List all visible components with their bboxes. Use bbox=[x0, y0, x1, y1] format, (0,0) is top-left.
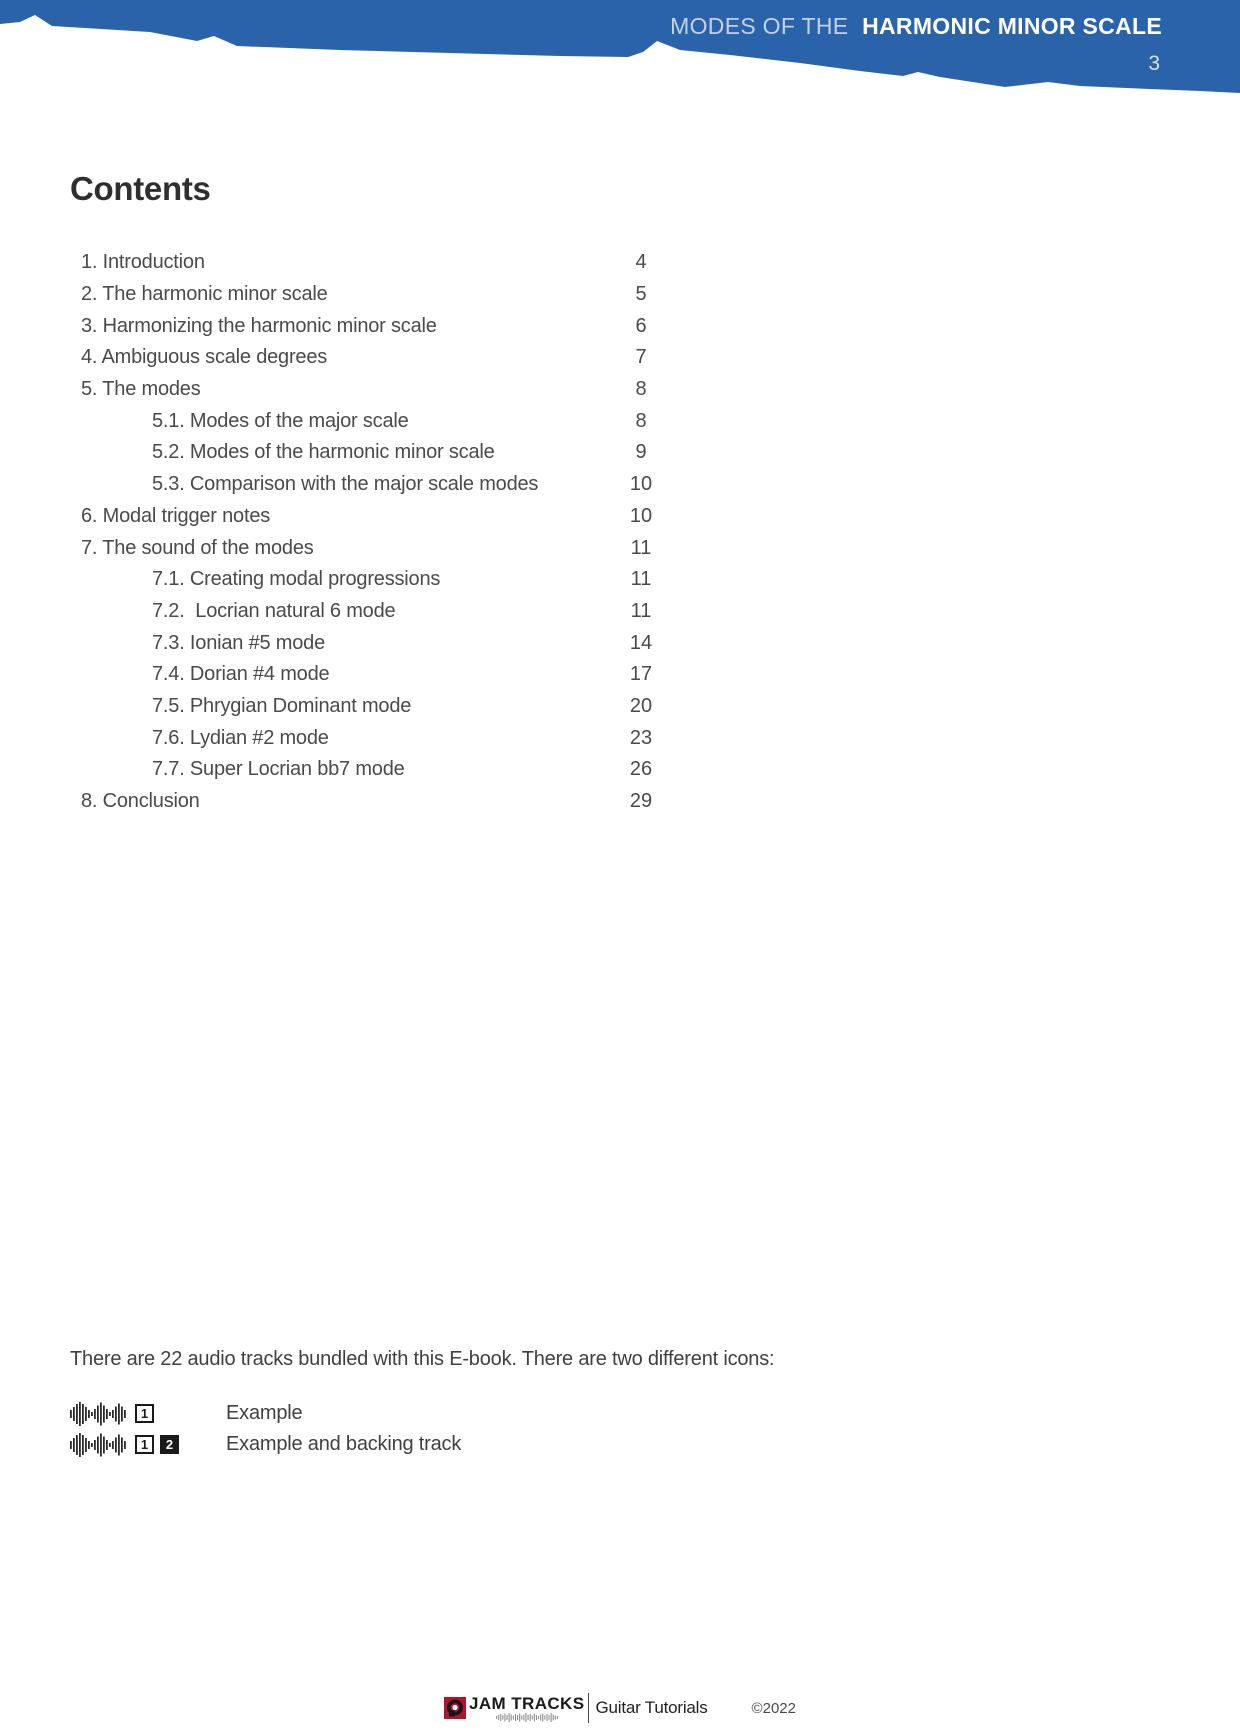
table-of-contents bbox=[0, 247, 1240, 817]
toc-entry bbox=[0, 722, 1240, 754]
toc-entry bbox=[0, 469, 1240, 501]
toc-entry-page-number: 8 bbox=[635, 378, 647, 401]
toc-entry-page-number: 29 bbox=[629, 790, 653, 813]
toc-entry-label: 3. Harmonizing the harmonic minor scale bbox=[81, 314, 437, 337]
toc-entry-label: 7. The sound of the modes bbox=[81, 536, 314, 559]
toc-entry-page-number: 4 bbox=[635, 251, 647, 274]
toc-entry-label: 5.2. Modes of the harmonic minor scale bbox=[152, 441, 495, 464]
toc-entry bbox=[0, 627, 1240, 659]
logo-q-center bbox=[452, 1705, 457, 1710]
track-number-badges bbox=[135, 1435, 185, 1454]
toc-entry-label: 7.3. Ionian #5 mode bbox=[152, 631, 325, 654]
toc-entry bbox=[0, 659, 1240, 691]
toc-entry-page-number: 5 bbox=[635, 283, 647, 306]
legend-row bbox=[70, 1398, 303, 1429]
track-number-badges bbox=[135, 1404, 160, 1423]
page-header-banner bbox=[0, 0, 1240, 100]
toc-entry-page-number: 17 bbox=[629, 663, 653, 686]
audio-icon-legend bbox=[70, 1398, 462, 1460]
jam-tracks-logo-icon bbox=[444, 1697, 466, 1719]
brand-block bbox=[469, 1695, 584, 1722]
page-number: 3 bbox=[1148, 52, 1160, 75]
toc-entry-label: 7.7. Super Locrian bb7 mode bbox=[152, 758, 405, 781]
footer-divider bbox=[588, 1693, 589, 1723]
toc-entry-label: 7.2. Locrian natural 6 mode bbox=[152, 599, 396, 622]
audio-waveform-icon bbox=[70, 1401, 126, 1427]
example-track-number-badge: 1 bbox=[135, 1404, 154, 1423]
toc-entry bbox=[0, 310, 1240, 342]
toc-entry-label: 5.3. Comparison with the major scale modes bbox=[152, 473, 539, 496]
backing-track-number-badge: 2 bbox=[160, 1435, 179, 1454]
toc-entry bbox=[0, 374, 1240, 406]
toc-entry-page-number: 23 bbox=[629, 726, 653, 749]
legend-label: Example and backing track bbox=[226, 1433, 462, 1455]
toc-entry-label: 1. Introduction bbox=[81, 251, 205, 274]
toc-entry bbox=[0, 437, 1240, 469]
toc-entry-page-number: 10 bbox=[629, 504, 653, 527]
toc-entry-page-number: 11 bbox=[630, 536, 652, 559]
legend-label: Example bbox=[226, 1402, 303, 1424]
audio-tracks-note: There are 22 audio tracks bundled with this E-book. There are two different icons: bbox=[70, 1348, 775, 1370]
toc-entry bbox=[0, 405, 1240, 437]
toc-entry-page-number: 14 bbox=[629, 631, 653, 654]
brand-name: JAM TRACKS bbox=[469, 1693, 585, 1713]
toc-entry-page-number: 9 bbox=[635, 441, 647, 464]
toc-entry-page-number: 7 bbox=[635, 346, 647, 369]
toc-entry-label: 7.4. Dorian #4 mode bbox=[152, 663, 330, 686]
document-title-main: HARMONIC MINOR SCALE bbox=[862, 13, 1162, 39]
document-title-prefix: MODES OF THE bbox=[670, 13, 849, 39]
toc-entry-label: 7.1. Creating modal progressions bbox=[152, 568, 441, 591]
brand-waveform-icon bbox=[496, 1713, 558, 1722]
toc-entry-page-number: 10 bbox=[629, 473, 653, 496]
brand-suffix: Guitar Tutorials bbox=[595, 1698, 708, 1717]
toc-entry bbox=[0, 564, 1240, 596]
toc-entry-label: 7.6. Lydian #2 mode bbox=[152, 726, 329, 749]
document-title bbox=[670, 13, 1162, 40]
toc-entry-page-number: 26 bbox=[629, 758, 653, 781]
toc-entry-page-number: 11 bbox=[630, 599, 652, 622]
example-track-number-badge: 1 bbox=[135, 1435, 154, 1454]
contents-heading: Contents bbox=[70, 170, 211, 207]
toc-entry-label: 5. The modes bbox=[81, 378, 201, 401]
toc-entry-label: 4. Ambiguous scale degrees bbox=[81, 346, 328, 369]
toc-entry bbox=[0, 501, 1240, 533]
toc-entry-label: 5.1. Modes of the major scale bbox=[152, 409, 409, 432]
toc-entry bbox=[0, 247, 1240, 279]
toc-entry-label: 8. Conclusion bbox=[81, 790, 200, 813]
toc-entry-label: 7.5. Phrygian Dominant mode bbox=[152, 694, 412, 717]
toc-entry bbox=[0, 596, 1240, 628]
toc-entry-page-number: 11 bbox=[630, 568, 652, 591]
toc-entry-label: 6. Modal trigger notes bbox=[81, 504, 271, 527]
toc-entry bbox=[0, 786, 1240, 818]
toc-entry-page-number: 20 bbox=[629, 694, 653, 717]
toc-entry bbox=[0, 691, 1240, 723]
legend-row bbox=[70, 1429, 462, 1460]
page-footer bbox=[0, 1688, 1240, 1728]
toc-entry-page-number: 8 bbox=[635, 409, 647, 432]
logo-q-tail bbox=[449, 1711, 455, 1717]
toc-entry bbox=[0, 754, 1240, 786]
toc-entry bbox=[0, 342, 1240, 374]
audio-waveform-icon bbox=[70, 1432, 126, 1458]
toc-entry-page-number: 6 bbox=[635, 314, 647, 337]
toc-entry bbox=[0, 532, 1240, 564]
copyright-text: ©2022 bbox=[751, 1699, 796, 1717]
toc-entry bbox=[0, 279, 1240, 311]
toc-entry-label: 2. The harmonic minor scale bbox=[81, 283, 328, 306]
